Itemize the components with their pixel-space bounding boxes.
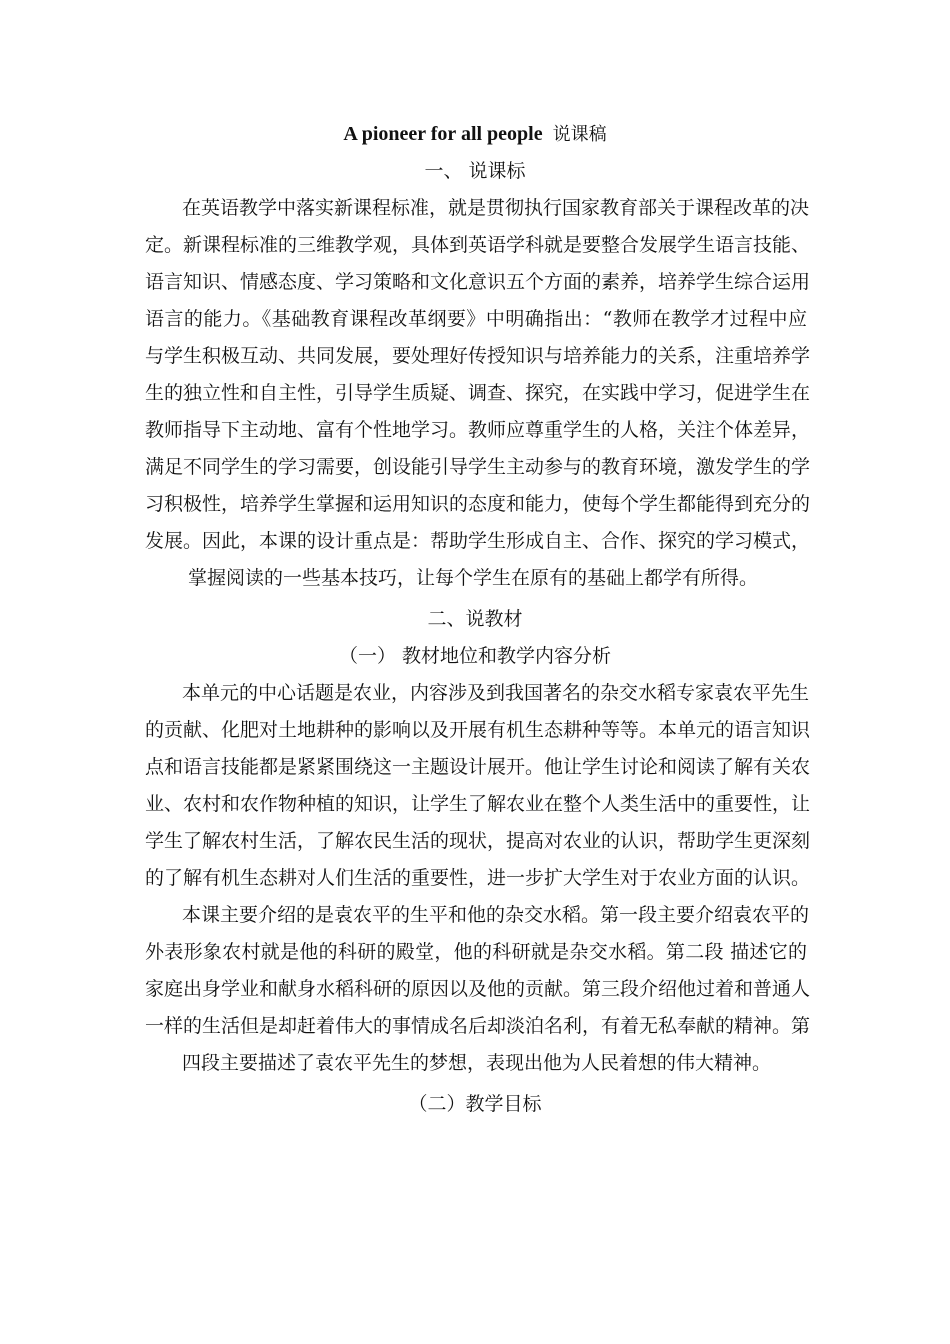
paragraph-line: 的贡献、化肥对土地耕种的影响以及开展有机生态耕种等等。本单元的语言知识 (145, 719, 811, 741)
paragraph-line: 掌握阅读的一些基本技巧，让每个学生在原有的基础上都学有所得。 (188, 567, 759, 589)
paragraph-line: 学生了解农村生活，了解农民生活的现状，提高对农业的认识，帮助学生更深刻 (145, 830, 811, 852)
subsection-heading-1: （一） 教材地位和教学内容分析 (338, 645, 612, 667)
paragraph-line: 家庭出身学业和献身水稻科研的原因以及他的贡献。第三段介绍他过着和普通人 (145, 978, 811, 1000)
document-title (0, 122, 950, 147)
paragraph-line: 教师指导下主动地、富有个性地学习。教师应尊重学生的人格，关注个体差异， (145, 419, 811, 441)
paragraph-line: 习积极性，培养学生掌握和运用知识的态度和能力，使每个学生都能得到充分的 (145, 493, 811, 515)
title-cn: 说课稿 (552, 124, 607, 145)
paragraph-line: 本课主要介绍的是袁农平的生平和他的杂交水稻。第一段主要介绍袁农平的 (182, 904, 810, 926)
section-heading-2: 二、说教材 (427, 608, 523, 630)
paragraph-line: 四段主要描述了袁农平先生的梦想，表现出他为人民着想的伟大精神。 (182, 1052, 772, 1074)
subsection-heading-2: （二）教学目标 (408, 1093, 542, 1115)
paragraph-line: 语言知识、情感态度、学习策略和文化意识五个方面的素养，培养学生综合运用 (145, 271, 811, 293)
paragraph-line: 与学生积极互动、共同发展，要处理好传授知识与培养能力的关系，注重培养学 (145, 345, 811, 367)
paragraph-line: 点和语言技能都是紧紧围绕这一主题设计展开。他让学生讨论和阅读了解有关农 (145, 756, 811, 778)
section-heading-1: 一、 说课标 (424, 160, 526, 182)
paragraph-line: 业、农村和农作物种植的知识，让学生了解农业在整个人类生活中的重要性，让 (145, 793, 811, 815)
paragraph-line: 一样的生活但是却赶着伟大的事情成名后却淡泊名利，有着无私奉献的精神。第 (145, 1015, 811, 1037)
paragraph-line: 语言的能力。《基础教育课程改革纲要》中明确指出：“教师在教学才过程中应 (145, 308, 807, 330)
paragraph-line: 定。新课程标准的三维教学观，具体到英语学科就是要整合发展学生语言技能、 (145, 234, 811, 256)
paragraph-line: 的了解有机生态耕对人们生活的重要性，进一步扩大学生对于农业方面的认识。 (145, 867, 811, 889)
paragraph-line: 生的独立性和自主性，引导学生质疑、调查、探究，在实践中学习，促进学生在 (145, 382, 811, 404)
paragraph-line: 本单元的中心话题是农业，内容涉及到我国著名的杂交水稻专家袁农平先生 (182, 682, 810, 704)
paragraph-line: 满足不同学生的学习需要，创设能引导学生主动参与的教育环境，激发学生的学 (145, 456, 811, 478)
paragraph-line: 外表形象农村就是他的科研的殿堂，他的科研就是杂交水稻。第二段 描述它的 (145, 941, 807, 963)
title-en: A pioneer for all people (343, 123, 543, 145)
paragraph-line: 发展。因此，本课的设计重点是：帮助学生形成自主、合作、探究的学习模式， (145, 530, 811, 552)
paragraph-line: 在英语教学中落实新课程标准，就是贯彻执行国家教育部关于课程改革的决 (182, 197, 810, 219)
